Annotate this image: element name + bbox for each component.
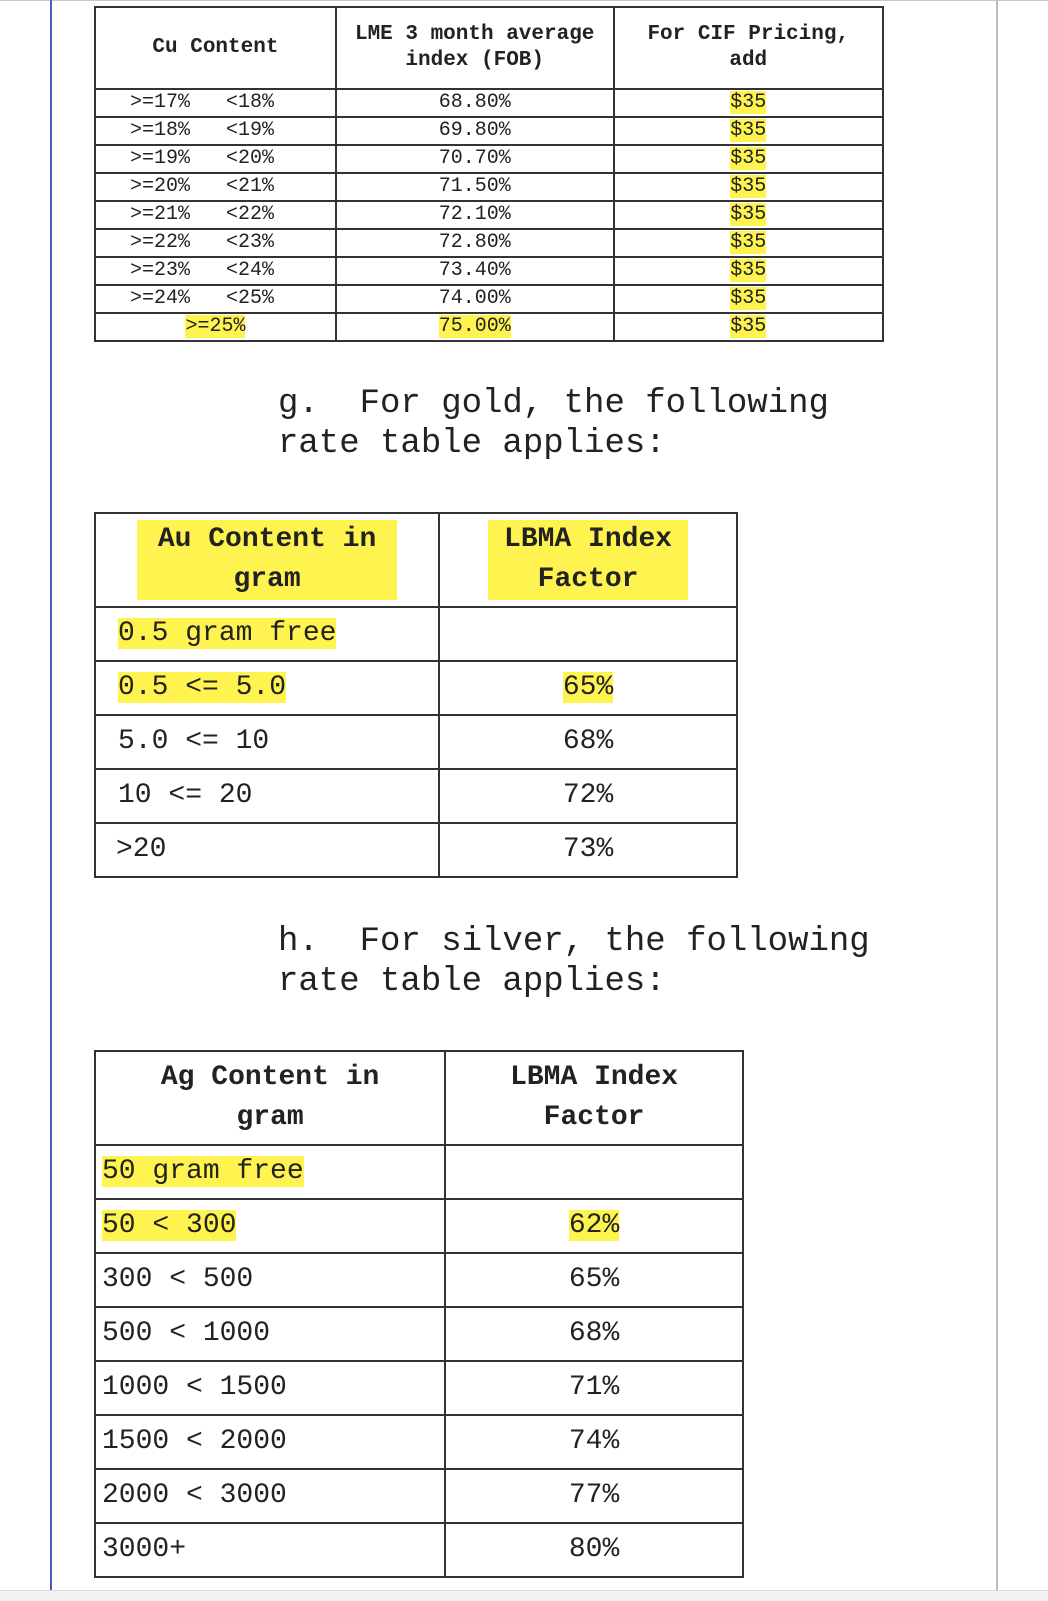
au-content-header: Au Content in gram <box>95 513 439 607</box>
ag-content-cell: 50 gram free <box>95 1145 445 1199</box>
lme-index-header: LME 3 month average index (FOB) <box>336 7 614 89</box>
table-row <box>95 1253 743 1307</box>
table-row <box>95 1307 743 1361</box>
cif-add-cell: $35 <box>614 117 883 145</box>
table-row <box>95 715 737 769</box>
gold-header-row <box>95 513 737 607</box>
gold-rate-table <box>94 512 738 878</box>
lme-index-cell: 75.00% <box>336 313 614 341</box>
cif-add-cell: $35 <box>614 89 883 117</box>
ag-factor-cell: 77% <box>445 1469 743 1523</box>
ag-content-cell: 1500 < 2000 <box>95 1415 445 1469</box>
au-content-cell: 0.5 <= 5.0 <box>95 661 439 715</box>
ag-factor-cell: 68% <box>445 1307 743 1361</box>
cif-add-cell: $35 <box>614 229 883 257</box>
au-factor-cell: 73% <box>439 823 737 877</box>
table-row <box>95 173 883 201</box>
lme-index-cell: 71.50% <box>336 173 614 201</box>
silver-section-heading: h. For silver, the following rate table applies: <box>278 923 870 1001</box>
ag-content-cell: 300 < 500 <box>95 1253 445 1307</box>
au-factor-cell: 65% <box>439 661 737 715</box>
table-row <box>95 1415 743 1469</box>
lme-index-cell: 74.00% <box>336 285 614 313</box>
ag-content-cell: 50 < 300 <box>95 1199 445 1253</box>
copper-rate-table <box>94 6 884 342</box>
cu-content-header: Cu Content <box>95 7 336 89</box>
table-row <box>95 229 883 257</box>
table-row <box>95 145 883 173</box>
silver-header-row <box>95 1051 743 1145</box>
table-row <box>95 1361 743 1415</box>
table-row <box>95 1523 743 1577</box>
au-content-cell: 10 <= 20 <box>95 769 439 823</box>
ag-content-cell: 2000 < 3000 <box>95 1469 445 1523</box>
cu-range-cell: >=17% <18% <box>95 89 336 117</box>
au-content-cell: 5.0 <= 10 <box>95 715 439 769</box>
au-content-cell: 0.5 gram free <box>95 607 439 661</box>
cu-range-cell: >=22% <23% <box>95 229 336 257</box>
table-row <box>95 89 883 117</box>
table-row <box>95 117 883 145</box>
cu-range-cell: >=19% <20% <box>95 145 336 173</box>
lbma-factor-header: LBMA Index Factor <box>445 1051 743 1145</box>
right-margin-line <box>996 0 998 1600</box>
cif-add-cell: $35 <box>614 313 883 341</box>
table-row <box>95 769 737 823</box>
ag-factor-cell: 80% <box>445 1523 743 1577</box>
cif-add-cell: $35 <box>614 285 883 313</box>
cif-pricing-header: For CIF Pricing, add <box>614 7 883 89</box>
ag-content-cell: 500 < 1000 <box>95 1307 445 1361</box>
au-factor-cell <box>439 607 737 661</box>
ag-factor-cell: 74% <box>445 1415 743 1469</box>
lme-index-cell: 72.10% <box>336 201 614 229</box>
lme-index-cell: 70.70% <box>336 145 614 173</box>
table-row <box>95 1145 743 1199</box>
lbma-factor-header: LBMA Index Factor <box>439 513 737 607</box>
ag-content-header: Ag Content in gram <box>95 1051 445 1145</box>
table-row <box>95 1469 743 1523</box>
table-row <box>95 607 737 661</box>
cu-range-cell: >=20% <21% <box>95 173 336 201</box>
lme-index-cell: 69.80% <box>336 117 614 145</box>
cu-range-cell: >=25% <box>95 313 336 341</box>
lme-index-cell: 72.80% <box>336 229 614 257</box>
ag-content-cell: 3000+ <box>95 1523 445 1577</box>
table-row <box>95 661 737 715</box>
cu-range-cell: >=21% <22% <box>95 201 336 229</box>
au-content-cell: >20 <box>95 823 439 877</box>
ag-factor-cell: 71% <box>445 1361 743 1415</box>
copper-header-row <box>95 7 883 89</box>
cu-range-cell: >=23% <24% <box>95 257 336 285</box>
left-margin-line <box>50 0 52 1600</box>
table-row <box>95 257 883 285</box>
cif-add-cell: $35 <box>614 257 883 285</box>
table-row <box>95 313 883 341</box>
cif-add-cell: $35 <box>614 201 883 229</box>
page-bottom-edge <box>0 1590 1048 1601</box>
lme-index-cell: 68.80% <box>336 89 614 117</box>
ag-factor-cell: 62% <box>445 1199 743 1253</box>
ag-factor-cell: 65% <box>445 1253 743 1307</box>
silver-rate-table <box>94 1050 744 1578</box>
ag-content-cell: 1000 < 1500 <box>95 1361 445 1415</box>
cu-range-cell: >=24% <25% <box>95 285 336 313</box>
table-row <box>95 285 883 313</box>
cif-add-cell: $35 <box>614 173 883 201</box>
cif-add-cell: $35 <box>614 145 883 173</box>
lme-index-cell: 73.40% <box>336 257 614 285</box>
gold-section-heading: g. For gold, the following rate table applies: <box>278 385 829 463</box>
au-factor-cell: 72% <box>439 769 737 823</box>
ag-factor-cell <box>445 1145 743 1199</box>
au-factor-cell: 68% <box>439 715 737 769</box>
cu-range-cell: >=18% <19% <box>95 117 336 145</box>
table-row <box>95 1199 743 1253</box>
page-top-edge <box>0 0 1048 1</box>
table-row <box>95 823 737 877</box>
table-row <box>95 201 883 229</box>
